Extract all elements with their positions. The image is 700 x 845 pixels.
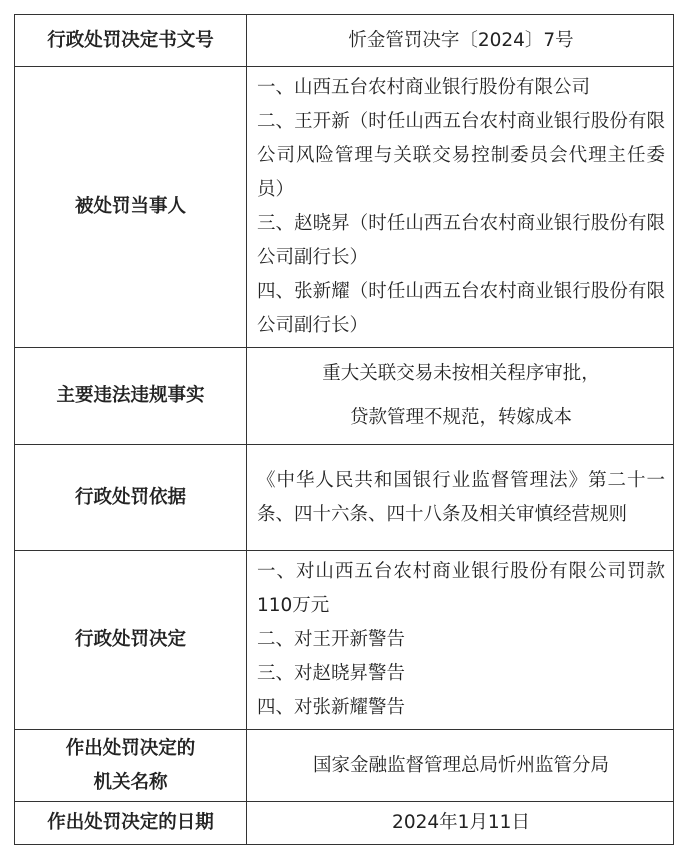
row-authority xyxy=(15,730,674,802)
authority-label-line: 作出处罚决定的 xyxy=(65,737,196,759)
decision-item: 三、对赵晓昇警告 xyxy=(257,663,406,684)
violation-line: 贷款管理不规范，转嫁成本 xyxy=(349,407,572,428)
decision-item: 二、对王开新警告 xyxy=(257,629,406,650)
party-item: 三、赵晓昇（时任山西五台农村商业银行股份有限公司副行长） xyxy=(257,213,665,268)
violations-value xyxy=(247,348,674,445)
row-decision xyxy=(15,551,674,730)
row-parties xyxy=(15,67,674,348)
parties-value xyxy=(247,67,674,348)
violation-line: 重大关联交易未按相关程序审批， xyxy=(322,363,600,384)
authority-label-line: 机关名称 xyxy=(93,771,168,793)
decision-label: 行政处罚决定 xyxy=(15,551,247,730)
row-doc-number xyxy=(15,15,674,67)
row-violations xyxy=(15,348,674,445)
doc-number-value: 忻金管罚决字〔2024〕7号 xyxy=(247,15,674,67)
party-item: 四、张新耀（时任山西五台农村商业银行股份有限公司副行长） xyxy=(257,281,665,336)
date-value: 2024年1月11日 xyxy=(247,802,674,845)
penalty-table xyxy=(14,14,674,845)
violations-label: 主要违法违规事实 xyxy=(15,348,247,445)
parties-label: 被处罚当事人 xyxy=(15,67,247,348)
date-label: 作出处罚决定的日期 xyxy=(15,802,247,845)
row-date xyxy=(15,802,674,845)
basis-label: 行政处罚依据 xyxy=(15,445,247,551)
doc-number-label: 行政处罚决定书文号 xyxy=(15,15,247,67)
party-item: 一、山西五台农村商业银行股份有限公司 xyxy=(257,77,591,98)
authority-value: 国家金融监督管理总局忻州监管分局 xyxy=(247,730,674,802)
decision-item: 一、对山西五台农村商业银行股份有限公司罚款110万元 xyxy=(257,561,665,616)
authority-label xyxy=(15,730,247,802)
decision-value xyxy=(247,551,674,730)
decision-item: 四、对张新耀警告 xyxy=(257,697,406,718)
row-basis xyxy=(15,445,674,551)
basis-text: 《中华人民共和国银行业监督管理法》第二十一条、四十六条、四十八条及相关审慎经营规则 xyxy=(257,469,665,525)
basis-value xyxy=(247,445,674,551)
party-item: 二、王开新（时任山西五台农村商业银行股份有限公司风险管理与关联交易控制委员会代理主任委员） xyxy=(257,111,665,200)
